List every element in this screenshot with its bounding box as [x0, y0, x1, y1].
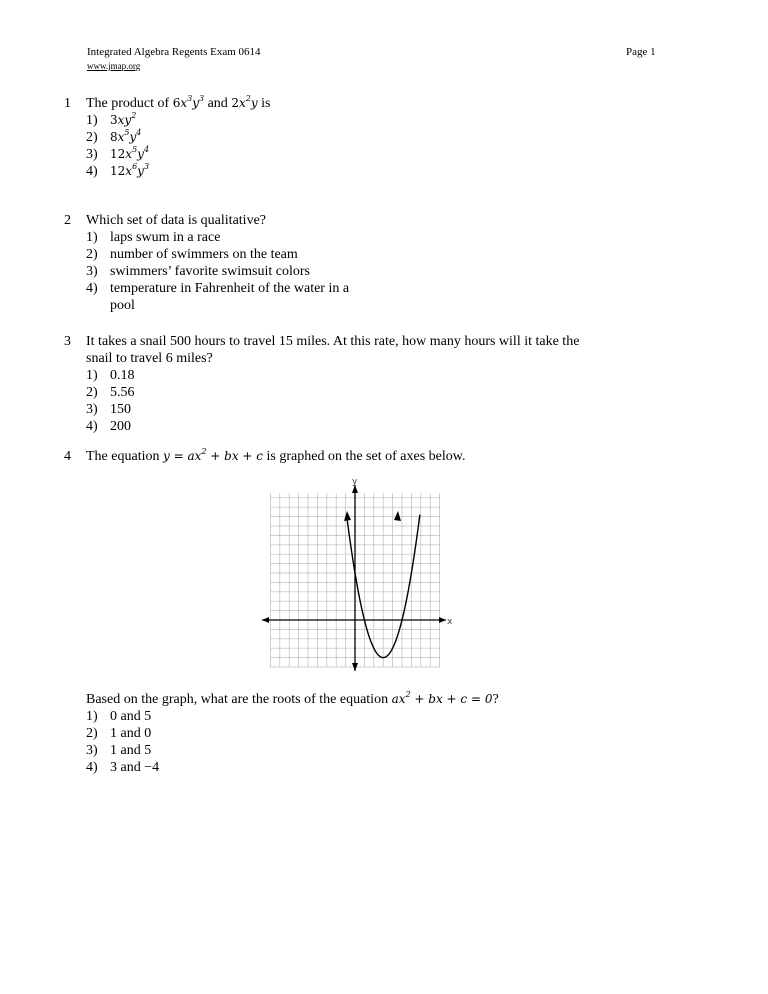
- question-number: 2: [64, 213, 71, 228]
- question-number: 3: [64, 334, 71, 349]
- option-3: 3) 1 and 5: [86, 743, 152, 758]
- option-3: 3) swimmers’ favorite swimsuit colors: [86, 264, 310, 279]
- question-3: [64, 333, 664, 435]
- header-title: Integrated Algebra Regents Exam 0614: [87, 46, 261, 58]
- option-2: 2) 1 and 0: [86, 726, 152, 741]
- question-number: 1: [64, 96, 71, 111]
- option-3: 3) $12x^5y^4$: [86, 145, 150, 162]
- option-2: 2) 5.56: [86, 385, 135, 400]
- question-stem: Which set of data is qualitative?: [86, 213, 266, 228]
- parabola-arrow-right: [394, 511, 401, 521]
- question-4-followup: [64, 691, 664, 776]
- option-4: 4) 3 and −4: [86, 760, 160, 775]
- option-2: 2) $8x^5y^4$: [86, 128, 142, 145]
- graph-svg: [260, 475, 460, 675]
- header-url[interactable]: www.jmap.org: [87, 61, 141, 71]
- option-3: 3) 150: [86, 402, 131, 417]
- option-4: 4) $12x^6y^3$: [86, 162, 150, 179]
- followup-stem: Based on the graph, what are the roots of the equation $ax^2$ + bx + c = 0?: [86, 690, 499, 707]
- question-1: [64, 95, 664, 180]
- option-1: 1) 0.18: [86, 368, 135, 383]
- option-1: 1) $3xy^2$: [86, 111, 137, 128]
- parabola-arrow-left: [344, 511, 351, 521]
- option-4: 4) 200: [86, 419, 131, 434]
- x-axis-label: x: [447, 617, 453, 627]
- option-1: 1) laps swum in a race: [86, 230, 221, 245]
- question-stem: It takes a snail 500 hours to travel 15 miles. At this rate, how many hours will it take the snail to travel 6 miles?: [86, 334, 580, 366]
- parabola-graph: [260, 475, 460, 680]
- x-axis-arrow-right: [439, 617, 446, 623]
- question-2: [64, 212, 664, 314]
- option-1: 1) 0 and 5: [86, 709, 152, 724]
- option-4: 4) temperature in Fahrenheit of the water in a pool: [86, 281, 350, 313]
- question-stem: The equation $y = ax^2$ + bx + c is graphed on the set of axes below.: [86, 447, 466, 464]
- y-axis-label: y: [352, 477, 358, 487]
- page-number: Page 1: [626, 46, 656, 58]
- question-number: 4: [64, 449, 71, 464]
- x-axis-arrow-left: [262, 617, 269, 623]
- option-2: 2) number of swimmers on the team: [86, 247, 298, 262]
- question-4: [64, 448, 664, 465]
- question-stem: The product of $6x^3y^3$ and $2x^2y$ is: [86, 94, 271, 111]
